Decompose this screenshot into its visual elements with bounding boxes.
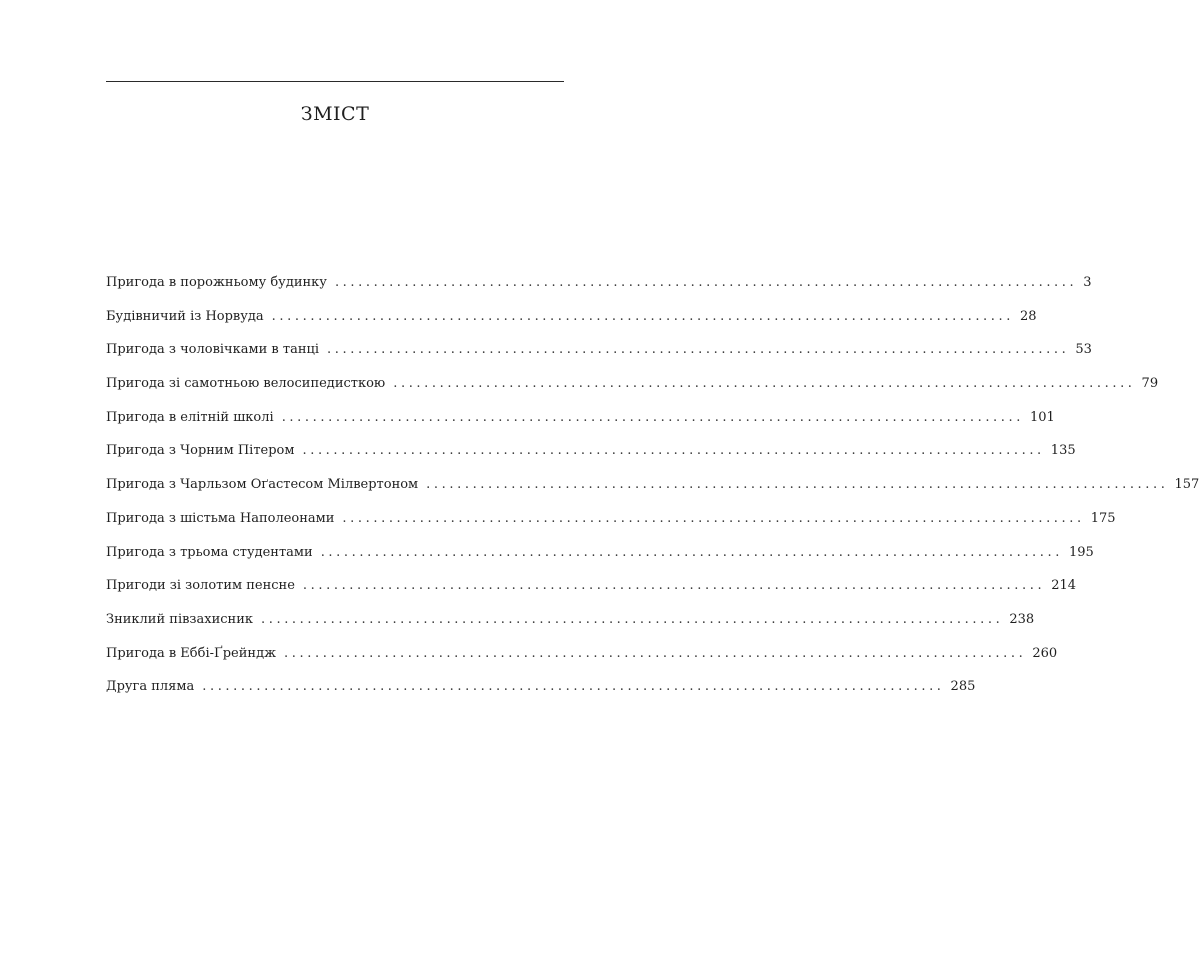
toc-entry-page: 175 [1090, 510, 1116, 526]
toc-entry-page: 195 [1069, 544, 1094, 560]
toc-entry-title: Друга пляма [106, 679, 195, 695]
dot-leader: ................................................................................................ [302, 443, 1045, 459]
toc-entry-title: Пригоди зі золотим пенсне [106, 578, 295, 594]
toc-entry [106, 340, 1092, 374]
toc-entry-title: Пригода в порожньому будинку [106, 275, 327, 290]
toc-entry-page: 3 [1083, 275, 1092, 290]
toc-entry [106, 543, 1094, 577]
toc-entry-page: 260 [1032, 645, 1058, 661]
toc-entry-title: Пригода зі самотньою велосипедисткою [106, 376, 386, 392]
toc-entry [106, 644, 1058, 678]
toc-entry-title: Пригода з Чорним Пітером [106, 443, 295, 459]
dot-leader: ................................................................................................ [426, 477, 1169, 493]
dot-leader: ................................................................................................ [202, 679, 945, 695]
toc-entry-title: Пригода з Чарльзом Оґастесом Мілвертоном [106, 477, 419, 493]
toc-entry-title: Пригода в Еббі-Ґрейндж [106, 645, 277, 661]
dot-leader: ................................................................................................ [334, 275, 1078, 290]
toc-entry [106, 307, 1037, 341]
toc-entry-page: 101 [1030, 409, 1055, 425]
dot-leader: ................................................................................................ [327, 342, 1070, 358]
toc-entry-page: 28 [1019, 308, 1037, 324]
table-of-contents [106, 273, 1199, 711]
toc-entry-page: 157 [1174, 477, 1199, 493]
toc-entry-title: Будівничий із Норвуда [106, 308, 264, 324]
dot-leader: ................................................................................................ [261, 611, 1004, 627]
dot-leader: ................................................................................................ [320, 544, 1063, 560]
toc-entry [106, 408, 1055, 442]
toc-entry-title: Пригода з трьома студентами [106, 544, 313, 560]
dot-leader: ................................................................................................ [393, 376, 1136, 392]
toc-entry-title: Пригода з чоловічками в танці [106, 342, 320, 358]
toc-entry-page: 285 [950, 679, 976, 695]
top-rule [106, 81, 564, 82]
toc-entry [106, 677, 976, 711]
toc-entry [106, 273, 1092, 307]
toc-entry-page: 53 [1075, 342, 1092, 358]
dot-leader: ................................................................................................ [302, 578, 1046, 594]
toc-entry-title: Пригода з шістьма Наполеонами [106, 510, 335, 526]
toc-entry-page: 79 [1141, 376, 1159, 392]
toc-entry [106, 509, 1116, 543]
dot-leader: ................................................................................................ [342, 510, 1085, 526]
toc-entry [106, 374, 1159, 408]
toc-entry [106, 610, 1035, 644]
dot-leader: ................................................................................................ [284, 645, 1027, 661]
toc-entry [106, 475, 1199, 509]
dot-leader: ................................................................................................ [281, 409, 1024, 425]
toc-entry-page: 135 [1050, 443, 1076, 459]
toc-entry-title: Пригода в елітній школі [106, 409, 274, 425]
dot-leader: ................................................................................................ [271, 308, 1014, 324]
toc-entry-page: 238 [1009, 611, 1035, 627]
toc-entry [106, 441, 1076, 475]
page-title: ЗМІСТ [300, 103, 370, 125]
toc-entry [106, 576, 1077, 610]
toc-entry-page: 214 [1051, 578, 1077, 594]
toc-entry-title: Зниклий півзахисник [106, 611, 253, 627]
